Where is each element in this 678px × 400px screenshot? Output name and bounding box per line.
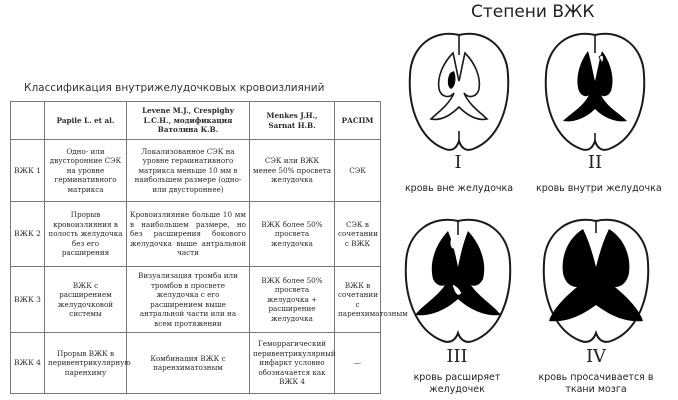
brain-grade-4-illustration [539,213,653,347]
figure-title: Степени ВЖК [471,2,595,22]
cell-menkes: СЭК или ВЖК менее 50% просвета желудочка [250,140,335,202]
header-menkes: Menkes J.H., Sarnat H.B. [250,102,335,140]
grade-numeral-4: IV [585,346,607,367]
grade-caption-4: кровь просачивается в ткани мозга [538,372,654,395]
grade-numeral-3: III [446,346,468,367]
brain-grade-2-illustration [541,27,649,155]
header-raspm: РАСПМ [335,102,381,140]
cell-papile: Одно- или двусторонние СЭК на уровне герминативного матрикса [45,140,127,202]
row-grade: ВЖК 3 [11,267,45,333]
cell-raspm: СЭК в сочетании с ВЖК [335,202,381,267]
table-row [11,267,381,333]
grade-caption-1: кровь вне желудочка [404,183,514,194]
table-title: Классификация внутрижелудочковых кровоизлияний [24,82,325,94]
header-levene: Levene M.J., Crespighy L.C.H., модификация Ватолина К.В. [127,102,250,140]
classification-table [10,101,408,394]
grade-caption-3: кровь расширяет желудочек [413,372,501,395]
grade-caption-2: кровь внутри желудочка [536,183,662,194]
cell-levene: Комбинация ВЖК с паренхиматозным [127,333,250,394]
grade-numeral-1: I [454,152,462,173]
cell-papile: ВЖК с расширением желудочковой системы [45,267,127,333]
cell-raspm: СЭК [335,140,381,202]
brain-grade-3-illustration [401,213,515,347]
cell-menkes: Геморрагический перивентрикулярный инфаркт условно обозначается как ВЖК 4 [250,333,335,394]
table-row [11,202,381,267]
cell-menkes: ВЖК более 50% просвета желудочка + расширение желудочка [250,267,335,333]
cell-levene: Визуализация тромба или тромбов в просвете желудочка с его расширением выше антральной части или на всем протяжении [127,267,250,333]
header-empty [11,102,45,140]
cell-levene: Кровоизлияние больше 10 мм в наибольшем размере, но без расширения бокового желудочка выше антральной части [127,202,250,267]
table-row [11,140,381,202]
table-row [11,333,381,394]
table-header-row [11,102,381,140]
grade-numeral-2: II [587,152,603,173]
row-grade: ВЖК 4 [11,333,45,394]
cell-papile: Прорыв кровоизлияния в полость желудочка без его расширения [45,202,127,267]
cell-menkes: ВЖК более 50% просвета желудочка [250,202,335,267]
row-grade: ВЖК 1 [11,140,45,202]
cell-raspm: ВЖК в сочетании с паренхиматозным [335,267,381,333]
brain-grade-1-illustration [405,27,513,155]
row-grade: ВЖК 2 [11,202,45,267]
cell-papile: Прорыв ВЖК в перивентрикулярную паренхиму [45,333,127,394]
cell-raspm: — [335,333,381,394]
header-papile: Papile L. et al. [45,102,127,140]
cell-levene: Локализованное СЭК на уровне герминативного матрикса меньше 10 мм в наибольшем размере (одно- или двустороннее) [127,140,250,202]
